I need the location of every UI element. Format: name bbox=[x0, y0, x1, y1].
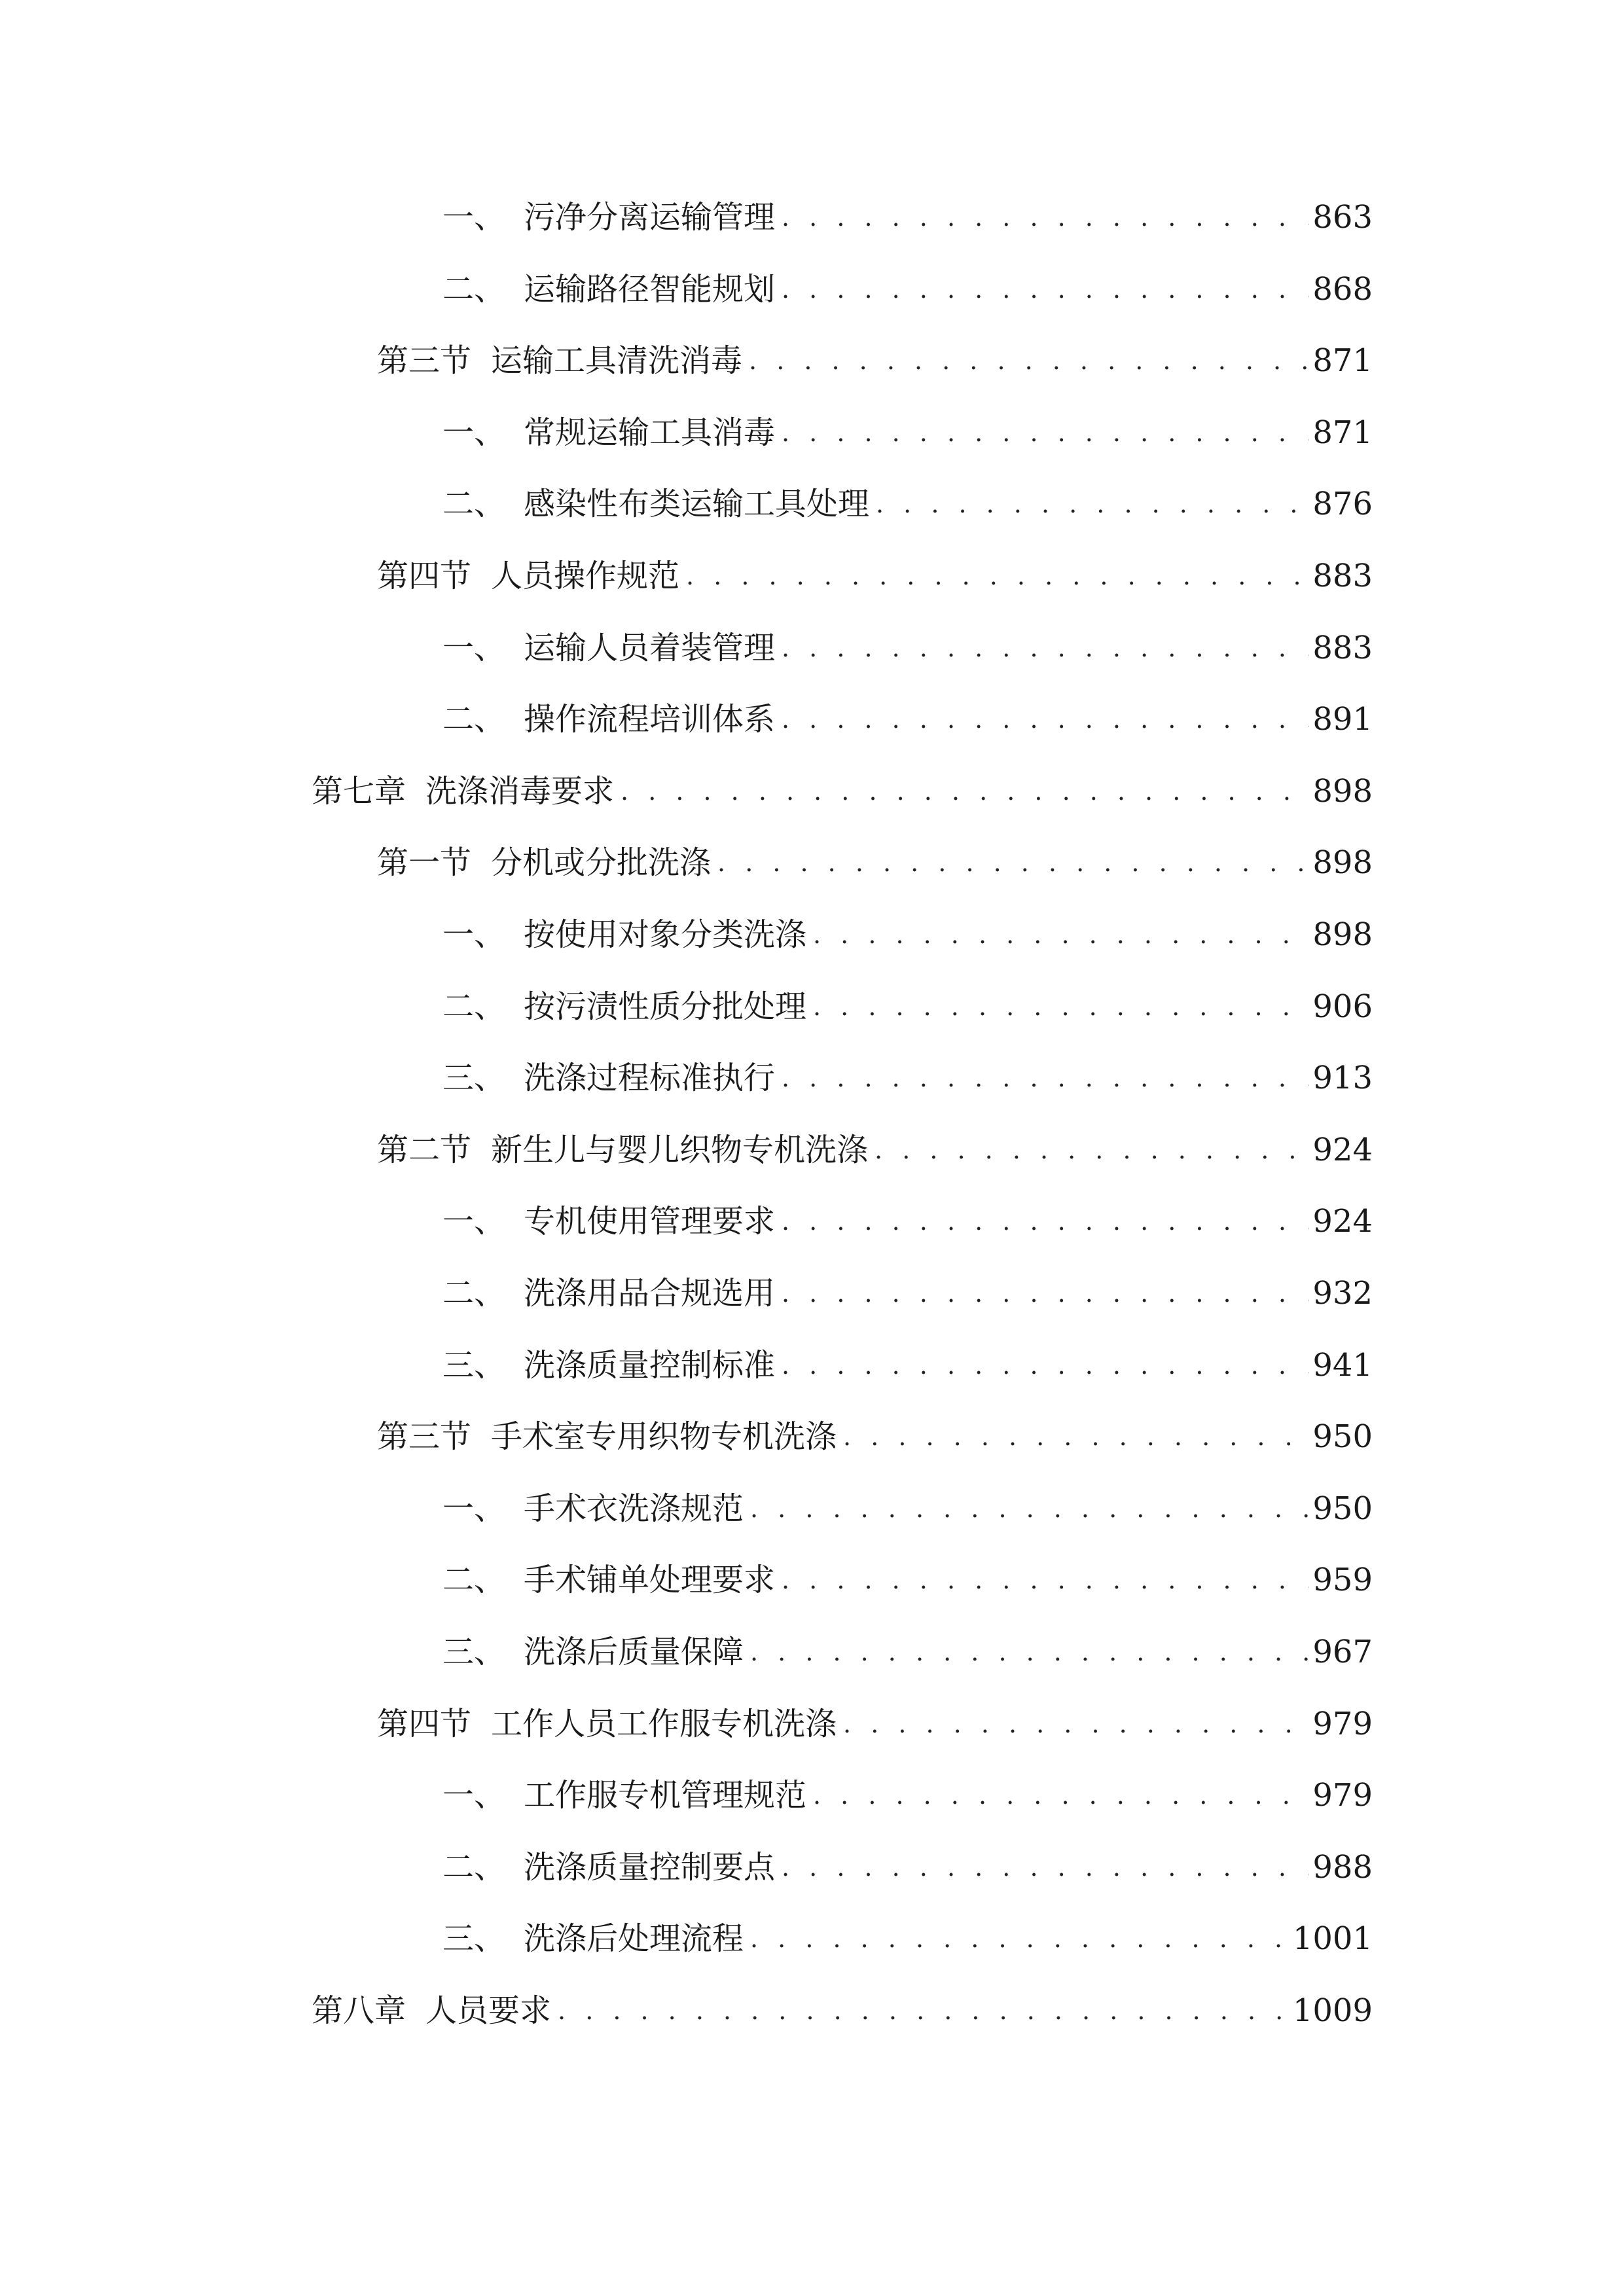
toc-entry-number: 二、 bbox=[442, 486, 506, 523]
toc-page-number: 959 bbox=[1312, 1562, 1373, 1599]
toc-page-number: 868 bbox=[1312, 270, 1373, 308]
toc-dot-leader bbox=[813, 1769, 1308, 1821]
toc-entry-number: 二、 bbox=[442, 1275, 506, 1312]
toc-entry-title: 常规运输工具消毒 bbox=[524, 414, 776, 451]
toc-entry-title: 手术铺单处理要求 bbox=[524, 1562, 776, 1599]
toc-entry-section[interactable] bbox=[377, 334, 1373, 387]
toc-entry-number: 三、 bbox=[442, 1060, 506, 1097]
toc-entry-title: 洗涤质量控制要点 bbox=[524, 1848, 776, 1886]
toc-entry-title: 按污渍性质分批处理 bbox=[524, 988, 807, 1025]
toc-entry-number: 第一节 bbox=[377, 844, 472, 882]
toc-dot-leader bbox=[813, 908, 1308, 961]
toc-entry-number: 一、 bbox=[442, 1777, 506, 1814]
toc-entry-chapter[interactable] bbox=[312, 765, 1373, 817]
toc-dot-leader bbox=[813, 980, 1308, 1033]
toc-entry-section[interactable] bbox=[377, 1124, 1373, 1176]
toc-page-number: 924 bbox=[1312, 1131, 1373, 1168]
toc-dot-leader bbox=[782, 263, 1308, 315]
toc-entry-number: 第八章 bbox=[312, 1992, 406, 2029]
toc-entry-number: 一、 bbox=[442, 916, 506, 953]
toc-page-number: 871 bbox=[1312, 342, 1373, 380]
toc-entry-title: 人员操作规范 bbox=[491, 558, 680, 594]
toc-entry-title: 手术室专用织物专机洗涤 bbox=[491, 1418, 837, 1456]
toc-entry-number: 一、 bbox=[442, 199, 506, 236]
toc-entry-number: 第二节 bbox=[377, 1131, 472, 1168]
toc-dot-leader bbox=[782, 1339, 1308, 1391]
toc-entry-number: 一、 bbox=[442, 629, 506, 666]
toc-entry-number: 二、 bbox=[442, 701, 506, 738]
toc-entry-item[interactable] bbox=[442, 1769, 1373, 1821]
toc-entry-section[interactable] bbox=[377, 1410, 1373, 1463]
toc-entry-title: 运输人员着装管理 bbox=[524, 629, 776, 666]
toc-entry-item[interactable] bbox=[442, 1195, 1373, 1247]
toc-dot-leader bbox=[782, 191, 1308, 243]
toc-dot-leader bbox=[782, 1554, 1308, 1606]
toc-entry-title: 新生儿与婴儿织物专机洗涤 bbox=[491, 1131, 869, 1168]
toc-entry-number: 一、 bbox=[442, 1490, 506, 1527]
toc-entry-item[interactable] bbox=[442, 1626, 1373, 1678]
toc-page-number: 979 bbox=[1312, 1777, 1373, 1814]
toc-dot-leader bbox=[782, 693, 1308, 745]
toc-page-number: 932 bbox=[1312, 1275, 1373, 1312]
toc-entry-section[interactable] bbox=[377, 836, 1373, 889]
toc-dot-leader bbox=[717, 836, 1308, 889]
toc-entry-number: 一、 bbox=[442, 414, 506, 451]
toc-dot-leader bbox=[750, 1626, 1308, 1678]
toc-entry-number: 二、 bbox=[442, 1848, 506, 1886]
toc-dot-leader bbox=[843, 1698, 1308, 1750]
toc-dot-leader bbox=[782, 1267, 1308, 1319]
toc-entry-number: 一、 bbox=[442, 1203, 506, 1240]
toc-entry-item[interactable] bbox=[442, 478, 1373, 530]
toc-entry-chapter[interactable] bbox=[312, 1984, 1373, 2037]
toc-entry-number: 三、 bbox=[442, 1346, 506, 1384]
toc-dot-leader bbox=[686, 550, 1308, 602]
toc-entry-item[interactable] bbox=[442, 263, 1373, 315]
toc-dot-leader bbox=[621, 765, 1308, 817]
toc-entry-title: 运输工具清洗消毒 bbox=[491, 342, 743, 380]
toc-entry-title: 洗涤用品合规选用 bbox=[524, 1275, 776, 1312]
toc-entry-item[interactable] bbox=[442, 1482, 1373, 1535]
toc-dot-leader bbox=[782, 1052, 1308, 1104]
toc-entry-title: 按使用对象分类洗涤 bbox=[524, 916, 807, 953]
toc-entry-item[interactable] bbox=[442, 1267, 1373, 1319]
toc-page-number: 988 bbox=[1312, 1848, 1373, 1886]
toc-entry-item[interactable] bbox=[442, 1841, 1373, 1893]
toc-entry-section[interactable] bbox=[377, 550, 1373, 602]
toc-entry-title: 洗涤后处理流程 bbox=[524, 1920, 744, 1958]
toc-page-number: 898 bbox=[1312, 772, 1373, 810]
toc-dot-leader bbox=[876, 478, 1308, 530]
toc-entry-title: 人员要求 bbox=[425, 1992, 552, 2029]
toc-dot-leader bbox=[558, 1984, 1289, 2037]
toc-page-number: 906 bbox=[1312, 988, 1373, 1025]
toc-entry-title: 工作服专机管理规范 bbox=[524, 1777, 807, 1814]
toc-entry-item[interactable] bbox=[442, 908, 1373, 961]
toc-entry-item[interactable] bbox=[442, 191, 1373, 243]
toc-entry-number: 三、 bbox=[442, 1634, 506, 1670]
toc-page-number: 924 bbox=[1312, 1203, 1373, 1240]
toc-entry-number: 二、 bbox=[442, 1562, 506, 1599]
toc-dot-leader bbox=[750, 1482, 1308, 1535]
toc-entry-title: 污净分离运输管理 bbox=[524, 199, 776, 236]
toc-page-number: 913 bbox=[1312, 1060, 1373, 1097]
toc-page-number: 883 bbox=[1312, 558, 1373, 594]
toc-entry-title: 洗涤质量控制标准 bbox=[524, 1346, 776, 1384]
toc-entry-number: 第三节 bbox=[377, 1418, 472, 1456]
toc-entry-number: 第七章 bbox=[312, 772, 406, 810]
toc-entry-section[interactable] bbox=[377, 1698, 1373, 1750]
toc-entry-item[interactable] bbox=[442, 1339, 1373, 1391]
toc-entry-title: 工作人员工作服专机洗涤 bbox=[491, 1705, 837, 1742]
toc-entry-item[interactable] bbox=[442, 622, 1373, 674]
toc-dot-leader bbox=[782, 1841, 1308, 1893]
toc-entry-title: 运输路径智能规划 bbox=[524, 270, 776, 308]
toc-entry-number: 三、 bbox=[442, 1920, 506, 1958]
toc-page-number: 941 bbox=[1312, 1346, 1373, 1384]
toc-page-number: 898 bbox=[1312, 916, 1373, 953]
toc-page-number: 863 bbox=[1312, 199, 1373, 236]
toc-dot-leader bbox=[749, 334, 1308, 387]
toc-entry-title: 专机使用管理要求 bbox=[524, 1203, 776, 1240]
toc-entry-title: 手术衣洗涤规范 bbox=[524, 1490, 744, 1527]
toc-dot-leader bbox=[875, 1124, 1308, 1176]
toc-entry-number: 二、 bbox=[442, 988, 506, 1025]
toc-entry-item[interactable] bbox=[442, 980, 1373, 1033]
toc-entry-item[interactable] bbox=[442, 1912, 1373, 1965]
toc-dot-leader bbox=[750, 1912, 1289, 1965]
toc-entry-number: 第三节 bbox=[377, 342, 472, 380]
toc-entry-item[interactable] bbox=[442, 1052, 1373, 1104]
toc-page-number: 1001 bbox=[1292, 1920, 1373, 1958]
toc-page-number: 1009 bbox=[1292, 1992, 1373, 2029]
toc-page-number: 883 bbox=[1312, 629, 1373, 666]
toc-entry-title: 洗涤过程标准执行 bbox=[524, 1060, 776, 1097]
toc-page-number: 979 bbox=[1312, 1705, 1373, 1742]
toc-entry-title: 感染性布类运输工具处理 bbox=[524, 486, 870, 523]
toc-page-number: 891 bbox=[1312, 701, 1373, 738]
toc-entry-item[interactable] bbox=[442, 406, 1373, 459]
toc-entry-title: 操作流程培训体系 bbox=[524, 701, 776, 738]
toc-entry-title: 洗涤后质量保障 bbox=[524, 1634, 744, 1670]
toc-entry-number: 第四节 bbox=[377, 558, 472, 594]
toc-entry-title: 洗涤消毒要求 bbox=[425, 772, 615, 810]
toc-dot-leader bbox=[782, 1195, 1308, 1247]
toc-entry-number: 二、 bbox=[442, 270, 506, 308]
toc-page-number: 876 bbox=[1312, 486, 1373, 523]
toc-dot-leader bbox=[782, 406, 1308, 459]
toc-dot-leader bbox=[782, 622, 1308, 674]
toc-page-number: 950 bbox=[1312, 1418, 1373, 1456]
toc-entry-number: 第四节 bbox=[377, 1705, 472, 1742]
toc-page-number: 950 bbox=[1312, 1490, 1373, 1527]
toc-entry-item[interactable] bbox=[442, 1554, 1373, 1606]
toc-page-number: 967 bbox=[1312, 1634, 1373, 1670]
toc-dot-leader bbox=[843, 1410, 1308, 1463]
toc-entry-title: 分机或分批洗涤 bbox=[491, 844, 712, 882]
toc-page-number: 871 bbox=[1312, 414, 1373, 451]
toc-entry-item[interactable] bbox=[442, 693, 1373, 745]
toc-page-number: 898 bbox=[1312, 844, 1373, 882]
